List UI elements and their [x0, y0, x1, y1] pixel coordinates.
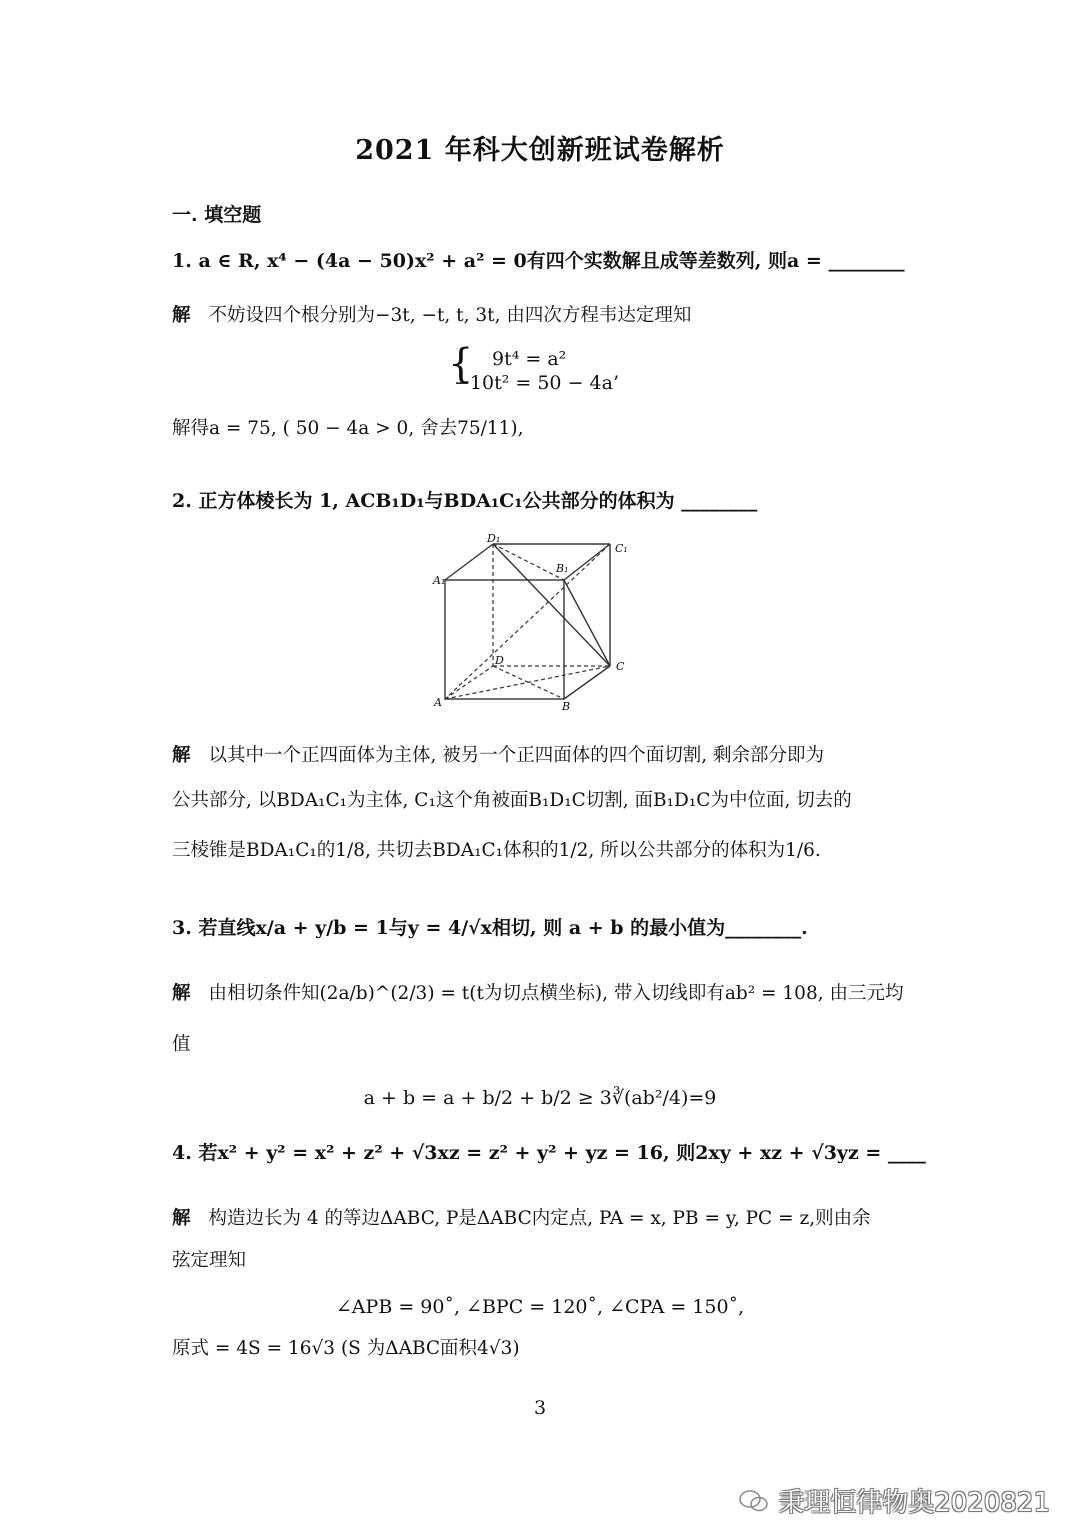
label-a: A — [434, 696, 442, 709]
diag-d1c — [493, 544, 610, 666]
label-c: C — [616, 660, 625, 673]
question-2: 2. 正方体棱长为 1, ACB₁D₁与BDA₁C₁公共部分的体积为 ________ — [172, 490, 758, 512]
hidden-d1b1 — [493, 544, 564, 580]
page-number: 3 — [533, 1397, 547, 1419]
q3-solution-line-2: 值 — [172, 1034, 191, 1055]
q4-angles: ∠APB = 90˚, ∠BPC = 120˚, ∠CPA = 150˚, — [335, 1296, 745, 1318]
solution-label: 解 — [172, 745, 191, 766]
q3-solution-text: 由相切条件知(2a/b)^(2/3) = t(t为切点横坐标), 带入切线即有ab² = 108, 由三元均 — [208, 983, 904, 1004]
label-c1: C₁ — [615, 542, 628, 555]
solution-label: 解 — [172, 1208, 191, 1229]
q4-solution-line-1 — [172, 1208, 871, 1230]
q2-solution-line-1 — [172, 745, 824, 767]
q2-solution-text: 以其中一个正四面体为主体, 被另一个正四面体的四个面切割, 剩余部分即为 — [208, 745, 825, 766]
wechat-icon — [738, 1488, 770, 1514]
q1-system-eq-1: 9t⁴ = a² — [492, 348, 567, 370]
solution-label: 解 — [172, 305, 191, 326]
question-1: 1. a ∈ R, x⁴ − (4a − 50)x² + a² = 0有四个实数解且成等差数列, 则a = ________ — [172, 250, 905, 272]
hidden-c1a — [445, 544, 610, 699]
q1-solution-text: 不妨设四个根分别为−3t, −t, t, 3t, 由四次方程韦达定理知 — [208, 305, 692, 326]
label-b: B — [562, 700, 571, 712]
q1-solution-line-1 — [172, 305, 691, 327]
solution-label: 解 — [172, 983, 191, 1004]
q4-solution-line-2: 弦定理知 — [172, 1250, 247, 1271]
q3-solution-line-1 — [172, 983, 904, 1005]
question-3: 3. 若直线x/a + y/b = 1与y = 4/√x相切, 则 a + b 的最小值为________. — [172, 917, 808, 939]
watermark — [738, 1482, 1050, 1519]
q4-result: 原式 = 4S = 16√3 (S 为ΔABC面积4√3) — [172, 1338, 520, 1359]
diag-b1c — [564, 580, 610, 666]
q1-system-eq-2: −10t² = 50 − 4a’ — [454, 372, 619, 394]
section-heading: 一. 填空题 — [172, 204, 262, 226]
label-d: D — [495, 654, 504, 667]
q1-result: 解得a = 75, ( 50 − 4a > 0, 舍去75/11), — [172, 418, 524, 439]
q3-inequality: a + b = a + b/2 + b/2 ≥ 3∛(ab²/4)=9 — [363, 1087, 717, 1109]
q2-solution-line-2: 公共部分, 以BDA₁C₁为主体, C₁这个角被面B₁D₁C切割, 面B₁D₁C为中位面, 切去的 — [172, 790, 852, 811]
front-face — [445, 580, 564, 699]
system-brace: { — [448, 341, 474, 387]
edge-c1b1 — [564, 544, 610, 580]
edge-bc — [564, 666, 610, 699]
q4-solution-text: 构造边长为 4 的等边ΔABC, P是ΔABC内定点, PA = x, PB = y, PC = z,则由余 — [208, 1208, 871, 1229]
cube-figure — [430, 532, 640, 712]
label-a1: A₁ — [433, 574, 446, 587]
label-d1: D₁ — [487, 532, 501, 545]
q2-solution-line-3: 三棱锥是BDA₁C₁的1/8, 共切去BDA₁C₁体积的1/2, 所以公共部分的体积为1/6. — [172, 840, 821, 861]
label-b1: B₁ — [556, 562, 569, 575]
watermark-text: 秉理恒律物奥2020821 — [778, 1488, 1050, 1518]
question-4: 4. 若x² + y² = x² + z² + √3xz = z² + y² + yz = 16, 则2xy + xz + √3yz = ____ — [172, 1142, 926, 1164]
edge-d1a1 — [445, 544, 493, 580]
page-title: 2021 年科大创新班试卷解析 — [355, 135, 725, 166]
